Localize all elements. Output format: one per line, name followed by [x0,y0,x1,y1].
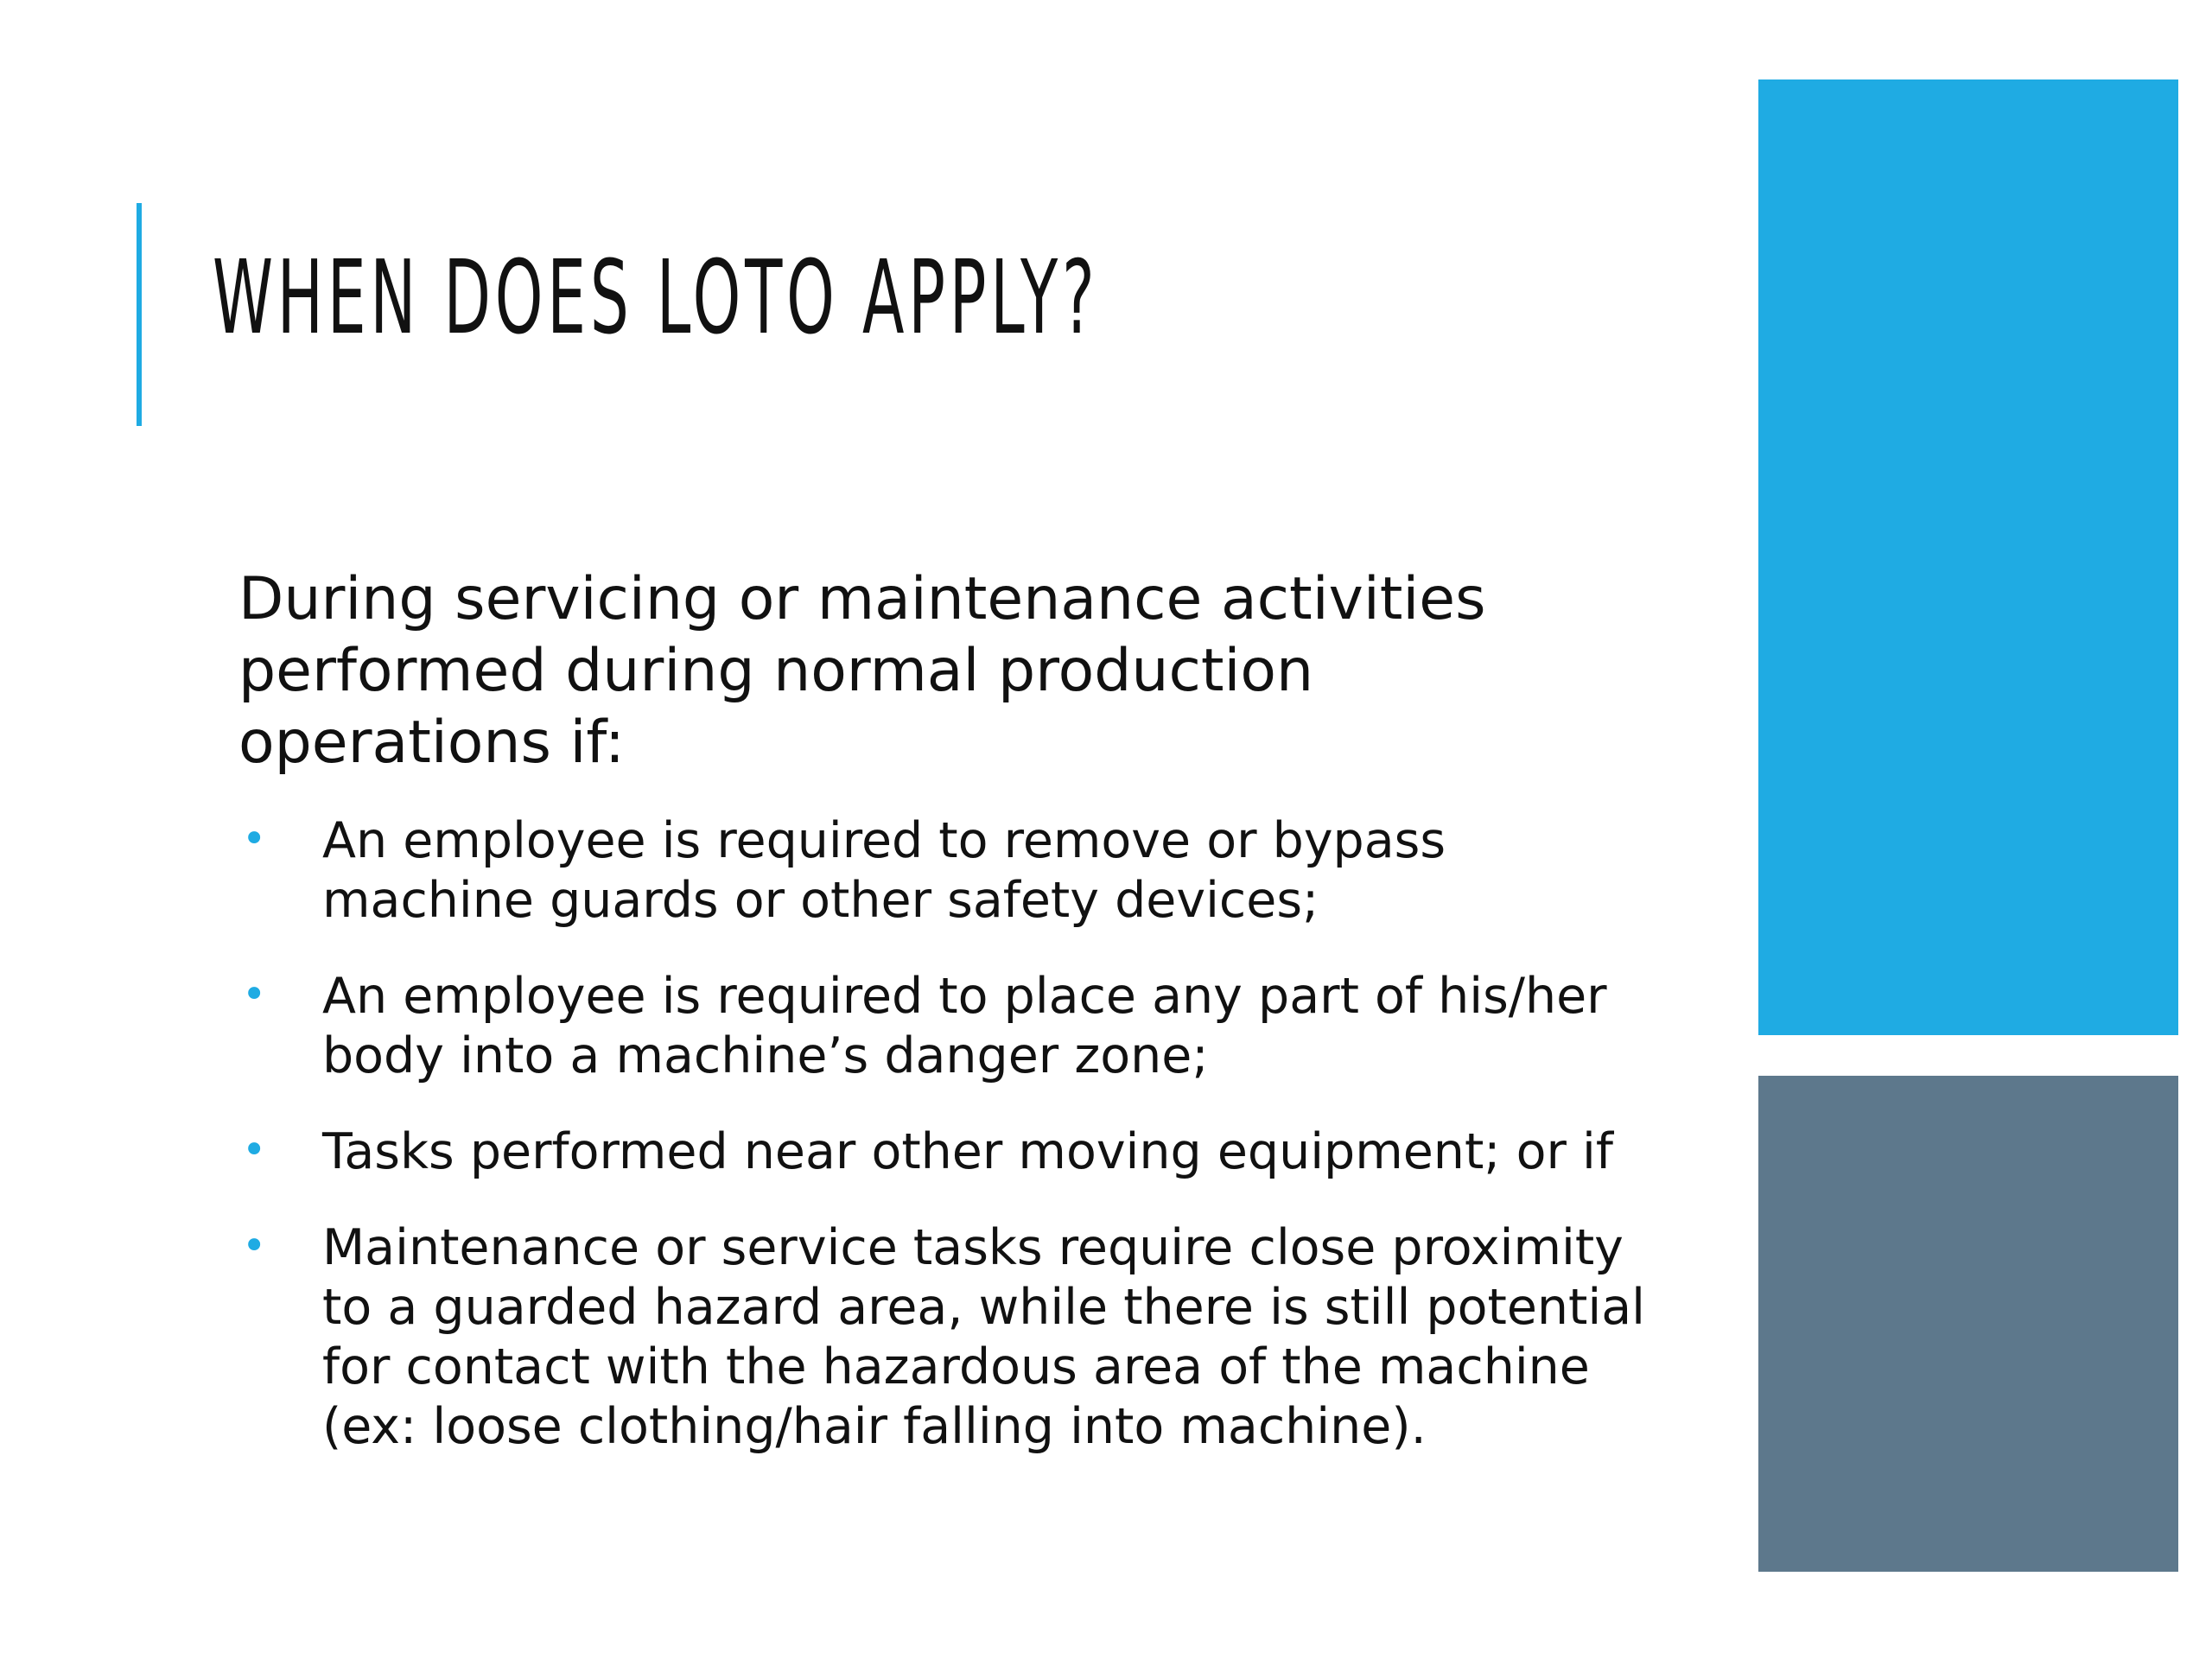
list-item [238,811,1664,931]
bullet-dot-icon: • [242,970,267,1019]
slide-body [238,563,1664,1493]
intro-text: During servicing or maintenance activities performed during normal production operations if: [238,565,1486,777]
list-item-text: An employee is required to place any part of his/her body into a machine’s danger zone; [322,968,1607,1084]
slide-title: WHEN DOES LOTO APPLY? [213,238,1099,357]
list-item [238,967,1664,1086]
decorative-block-slate [1758,1076,2178,1572]
list-item-text: Tasks performed near other moving equipment; or if [322,1123,1613,1180]
list-item-text: Maintenance or service tasks require close proximity to a guarded hazard area, while there is still potential for contact with the hazardous area of the machine (ex: loose clothing/hair falling into machine). [322,1219,1645,1455]
bullet-dot-icon: • [242,815,267,863]
bullet-dot-icon: • [242,1126,267,1174]
decorative-block-blue [1758,79,2178,1035]
bullet-dot-icon: • [242,1222,267,1270]
list-item [238,1218,1664,1457]
list-item-text: An employee is required to remove or bypass machine guards or other safety devices; [322,812,1446,929]
bullet-list [238,811,1664,1457]
list-item [238,1122,1664,1182]
title-accent-bar [137,203,142,426]
